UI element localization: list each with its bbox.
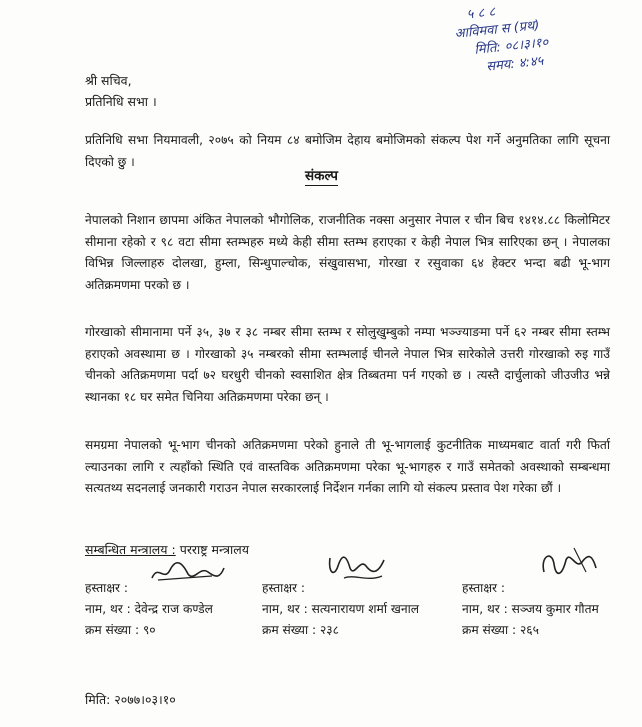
signatory-name: नाम, थर : सञ्जय कुमार गौतम bbox=[462, 602, 599, 616]
addressee bbox=[85, 70, 157, 112]
signature-label: हस्ताक्षर : bbox=[462, 581, 506, 595]
signatory-name: नाम, थर : देवेन्द्र राज कण्डेल bbox=[85, 602, 213, 616]
signature-label: हस्ताक्षर : bbox=[85, 581, 129, 595]
signatory-1 bbox=[85, 578, 213, 641]
resolution-paragraph-2: गोरखाको सीमानामा पर्ने ३५, ३७ र ३८ नम्बर सीमा स्तम्भ र सोलुखुम्बुको नम्पा भञ्ज्याङमा पर्ने ६२ नम्बर सीमा स्तम्भ हराएको अवस्थामा छ । गोरखाको ३५ नम्बरको सीमा स्तम्भलाई चीनले नेपाल भित्र सारेकोले उत्तरी गोरखाको रुइ गाउँ चीनको अतिक्रमणमा पर्दा ७२ घरधुरी चीनको स्वसाशित क्षेत्र तिब्बतमा पर्न गएको छ । त्यस्तै दार्चुलाको जीउजीउ भन्ने स्थानका १८ घर समेत चिनिया अतिक्रमणमा परेका छन् । bbox=[85, 325, 610, 404]
signature-label: हस्ताक्षर : bbox=[262, 581, 306, 595]
signatory-2 bbox=[262, 578, 419, 641]
signatory-number: क्रम संख्या : २३८ bbox=[262, 623, 339, 637]
handwritten-line: ५ ८ ८ bbox=[466, 4, 496, 23]
related-ministry bbox=[85, 541, 249, 558]
handwritten-line: मिति: ०८।३।१० bbox=[473, 35, 550, 58]
related-ministry-value: परराष्ट्र मन्त्रालय bbox=[179, 542, 249, 557]
resolution-paragraph-1: नेपालको निशान छापमा अंकित नेपालको भौगोलिक, राजनीतिक नक्सा अनुसार नेपाल र चीन बिच १४१४.८८ किलोमिटर सीमाना रहेको र ९८ वटा सीमा स्तम्भहरु मध्ये केही सीमा स्तम्भ हराएका र केही नेपाल भित्र सारिएका छन् । नेपालका विभिन्न जिल्लाहरु दोलखा, हुम्ला, सिन्धुपाल्चोक, संखुवासभा, गोरखा र रसुवाका ६४ हेक्टर भन्दा बढी भू-भाग अतिक्रमणमा परको छ । bbox=[85, 213, 610, 292]
document-date: मिति: २०७७।०३।१० bbox=[85, 692, 176, 707]
signatory-number: क्रम संख्या : २६५ bbox=[462, 623, 539, 637]
signature-mark-3 bbox=[534, 542, 604, 582]
intro-paragraph: प्रतिनिधि सभा नियमावली, २०७५ को नियम ८४ बमोजिम देहाय बमोजिमको संकल्प पेश गर्ने अनुमतिका लागि सूचना दिएको छु । bbox=[85, 133, 610, 169]
signatory-name: नाम, थर : सत्यनारायण शर्मा खनाल bbox=[262, 602, 420, 616]
signatory-number: क्रम संख्या : ९० bbox=[85, 623, 156, 637]
signatory-3 bbox=[462, 578, 599, 641]
addressee-line: प्रतिनिधि सभा । bbox=[85, 94, 157, 109]
addressee-line: श्री सचिव, bbox=[85, 73, 132, 88]
handwritten-line: समय: ४:४५ bbox=[485, 53, 545, 75]
handwritten-line: आविमवा स (प्रथ) bbox=[453, 17, 541, 42]
related-ministry-label: सम्बन्धित मन्त्रालय : bbox=[85, 542, 176, 557]
document-title: संकल्प bbox=[305, 168, 338, 184]
resolution-paragraph-3: समग्रमा नेपालको भू-भाग चीनको अतिक्रमणमा परेको हुनाले ती भू-भागलाई कुटनीतिक माध्यमबाट वार्ता गरी फिर्ता ल्याउनका लागि र त्यहाँको स्थिति एवं वास्तविक अतिक्रमणमा परेका भू-भागहरु र गाउँ समेतको अवस्थाको सम्बन्धमा सत्यतथ्य सदनलाई जनकारी गराउन नेपाल सरकारलाई निर्देशन गर्नका लागि यो संकल्प प्रस्ताव पेश गरेका छौं । bbox=[85, 438, 610, 495]
handwritten-receipt-note bbox=[452, 0, 639, 80]
